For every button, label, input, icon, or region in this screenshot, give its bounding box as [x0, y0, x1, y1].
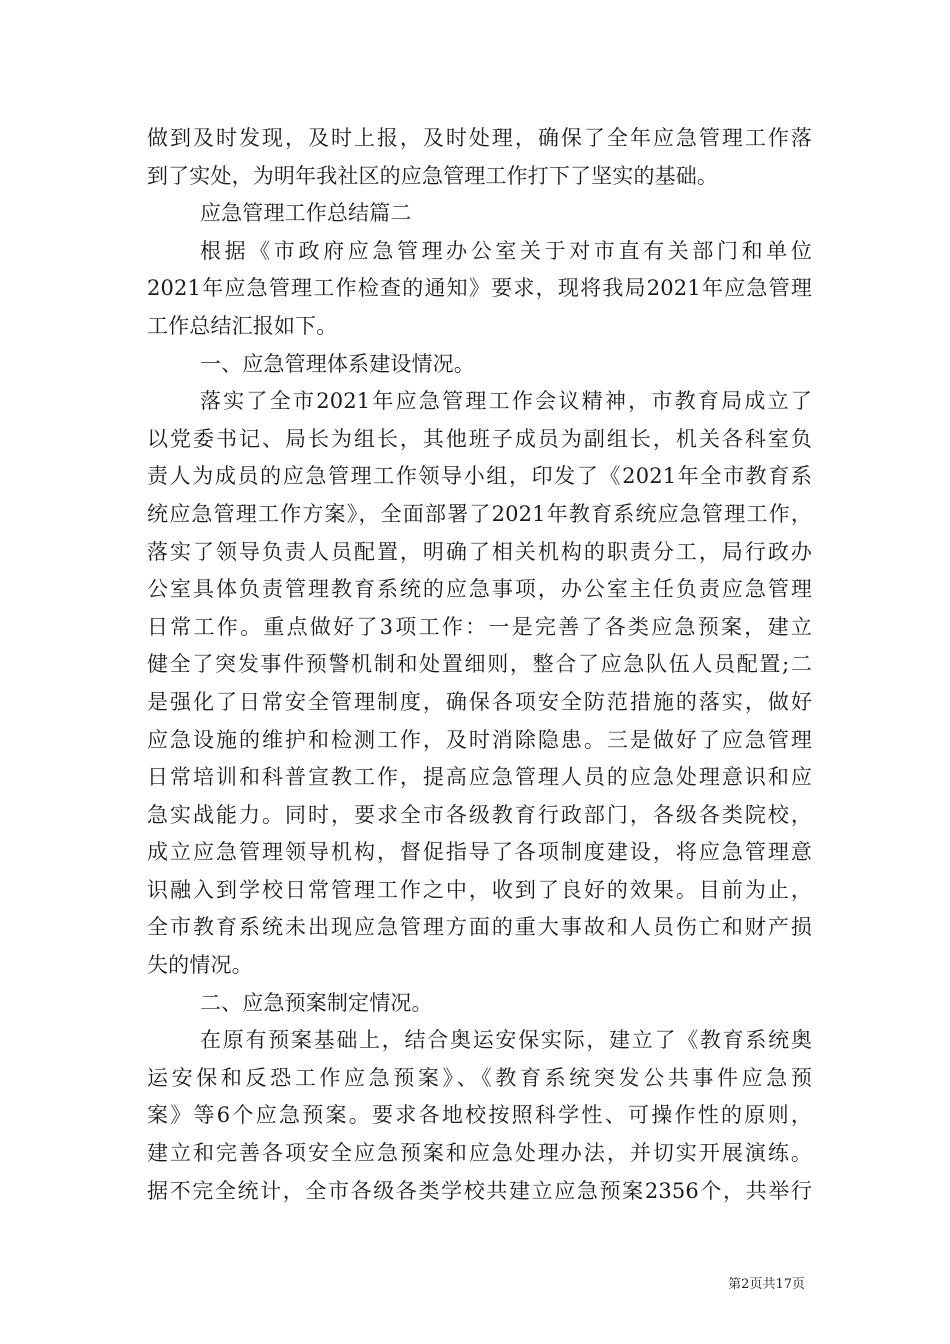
- text-line: 急实战能力。同时，要求全市各级教育行政部门，各级各类院校，: [147, 802, 812, 827]
- section-heading: 应急管理工作总结篇二: [200, 201, 412, 226]
- section-heading: 二、应急预案制定情况。: [200, 990, 433, 1015]
- text-line: 2021年应急管理工作检查的通知》要求，现将我局2021年应急管理: [147, 276, 812, 301]
- text-line: 识融入到学校日常管理工作之中，收到了良好的效果。目前为止，: [147, 877, 812, 902]
- text-line: 在原有预案基础上，结合奥运安保实际，建立了《教育系统奥: [200, 1028, 812, 1053]
- text-line: 成立应急管理领导机构，督促指导了各项制度建设，将应急管理意: [147, 840, 812, 865]
- text-line: 做到及时发现，及时上报，及时处理，确保了全年应急管理工作落: [147, 126, 812, 150]
- text-line: 应急设施的维护和检测工作，及时消除隐患。三是做好了应急管理: [147, 727, 812, 752]
- text-line: 统应急管理工作方案》，全面部署了2021年教育系统应急管理工作，: [147, 501, 812, 526]
- text-line: 运安保和反恐工作应急预案》、《教育系统突发公共事件应急预: [147, 1065, 812, 1090]
- text-line: 根据《市政府应急管理办公室关于对市直有关部门和单位: [200, 238, 812, 263]
- text-line: 日常培训和科普宣教工作，提高应急管理人员的应急处理意识和应: [147, 765, 812, 790]
- text-line: 据不完全统计，全市各级各类学校共建立应急预案2356个，共举行: [147, 1178, 812, 1203]
- section-heading: 一、应急管理体系建设情况。: [200, 351, 475, 376]
- text-line: 工作总结汇报如下。: [147, 313, 338, 338]
- text-line: 失的情况。: [147, 953, 253, 978]
- document-body: [147, 120, 812, 1210]
- text-line: 以党委书记、局长为组长，其他班子成员为副组长，机关各科室负: [147, 426, 812, 451]
- text-line: 建立和完善各项安全应急预案和应急处理办法，并切实开展演练。: [147, 1141, 812, 1166]
- text-line: 健全了突发事件预警机制和处置细则，整合了应急队伍人员配置;二: [147, 652, 812, 677]
- text-line: 是强化了日常安全管理制度，确保各项安全防范措施的落实，做好: [147, 689, 812, 714]
- page-number: 第2页共17页: [728, 1277, 805, 1292]
- text-line: 到了实处，为明年我社区的应急管理工作打下了坚实的基础。: [147, 163, 719, 188]
- text-line: 责人为成员的应急管理工作领导小组，印发了《2021年全市教育系: [147, 464, 812, 489]
- text-line: 全市教育系统未出现应急管理方面的重大事故和人员伤亡和财产损: [147, 915, 812, 940]
- text-line: 落实了全市2021年应急管理工作会议精神，市教育局成立了: [200, 389, 812, 414]
- text-line: 公室具体负责管理教育系统的应急事项，办公室主任负责应急管理: [147, 577, 812, 602]
- text-line: 落实了领导负责人员配置，明确了相关机构的职责分工，局行政办: [147, 539, 812, 564]
- text-line: 日常工作。重点做好了3项工作：一是完善了各类应急预案，建立: [147, 614, 812, 639]
- text-line: 案》等6个应急预案。要求各地校按照科学性、可操作性的原则，: [147, 1103, 812, 1128]
